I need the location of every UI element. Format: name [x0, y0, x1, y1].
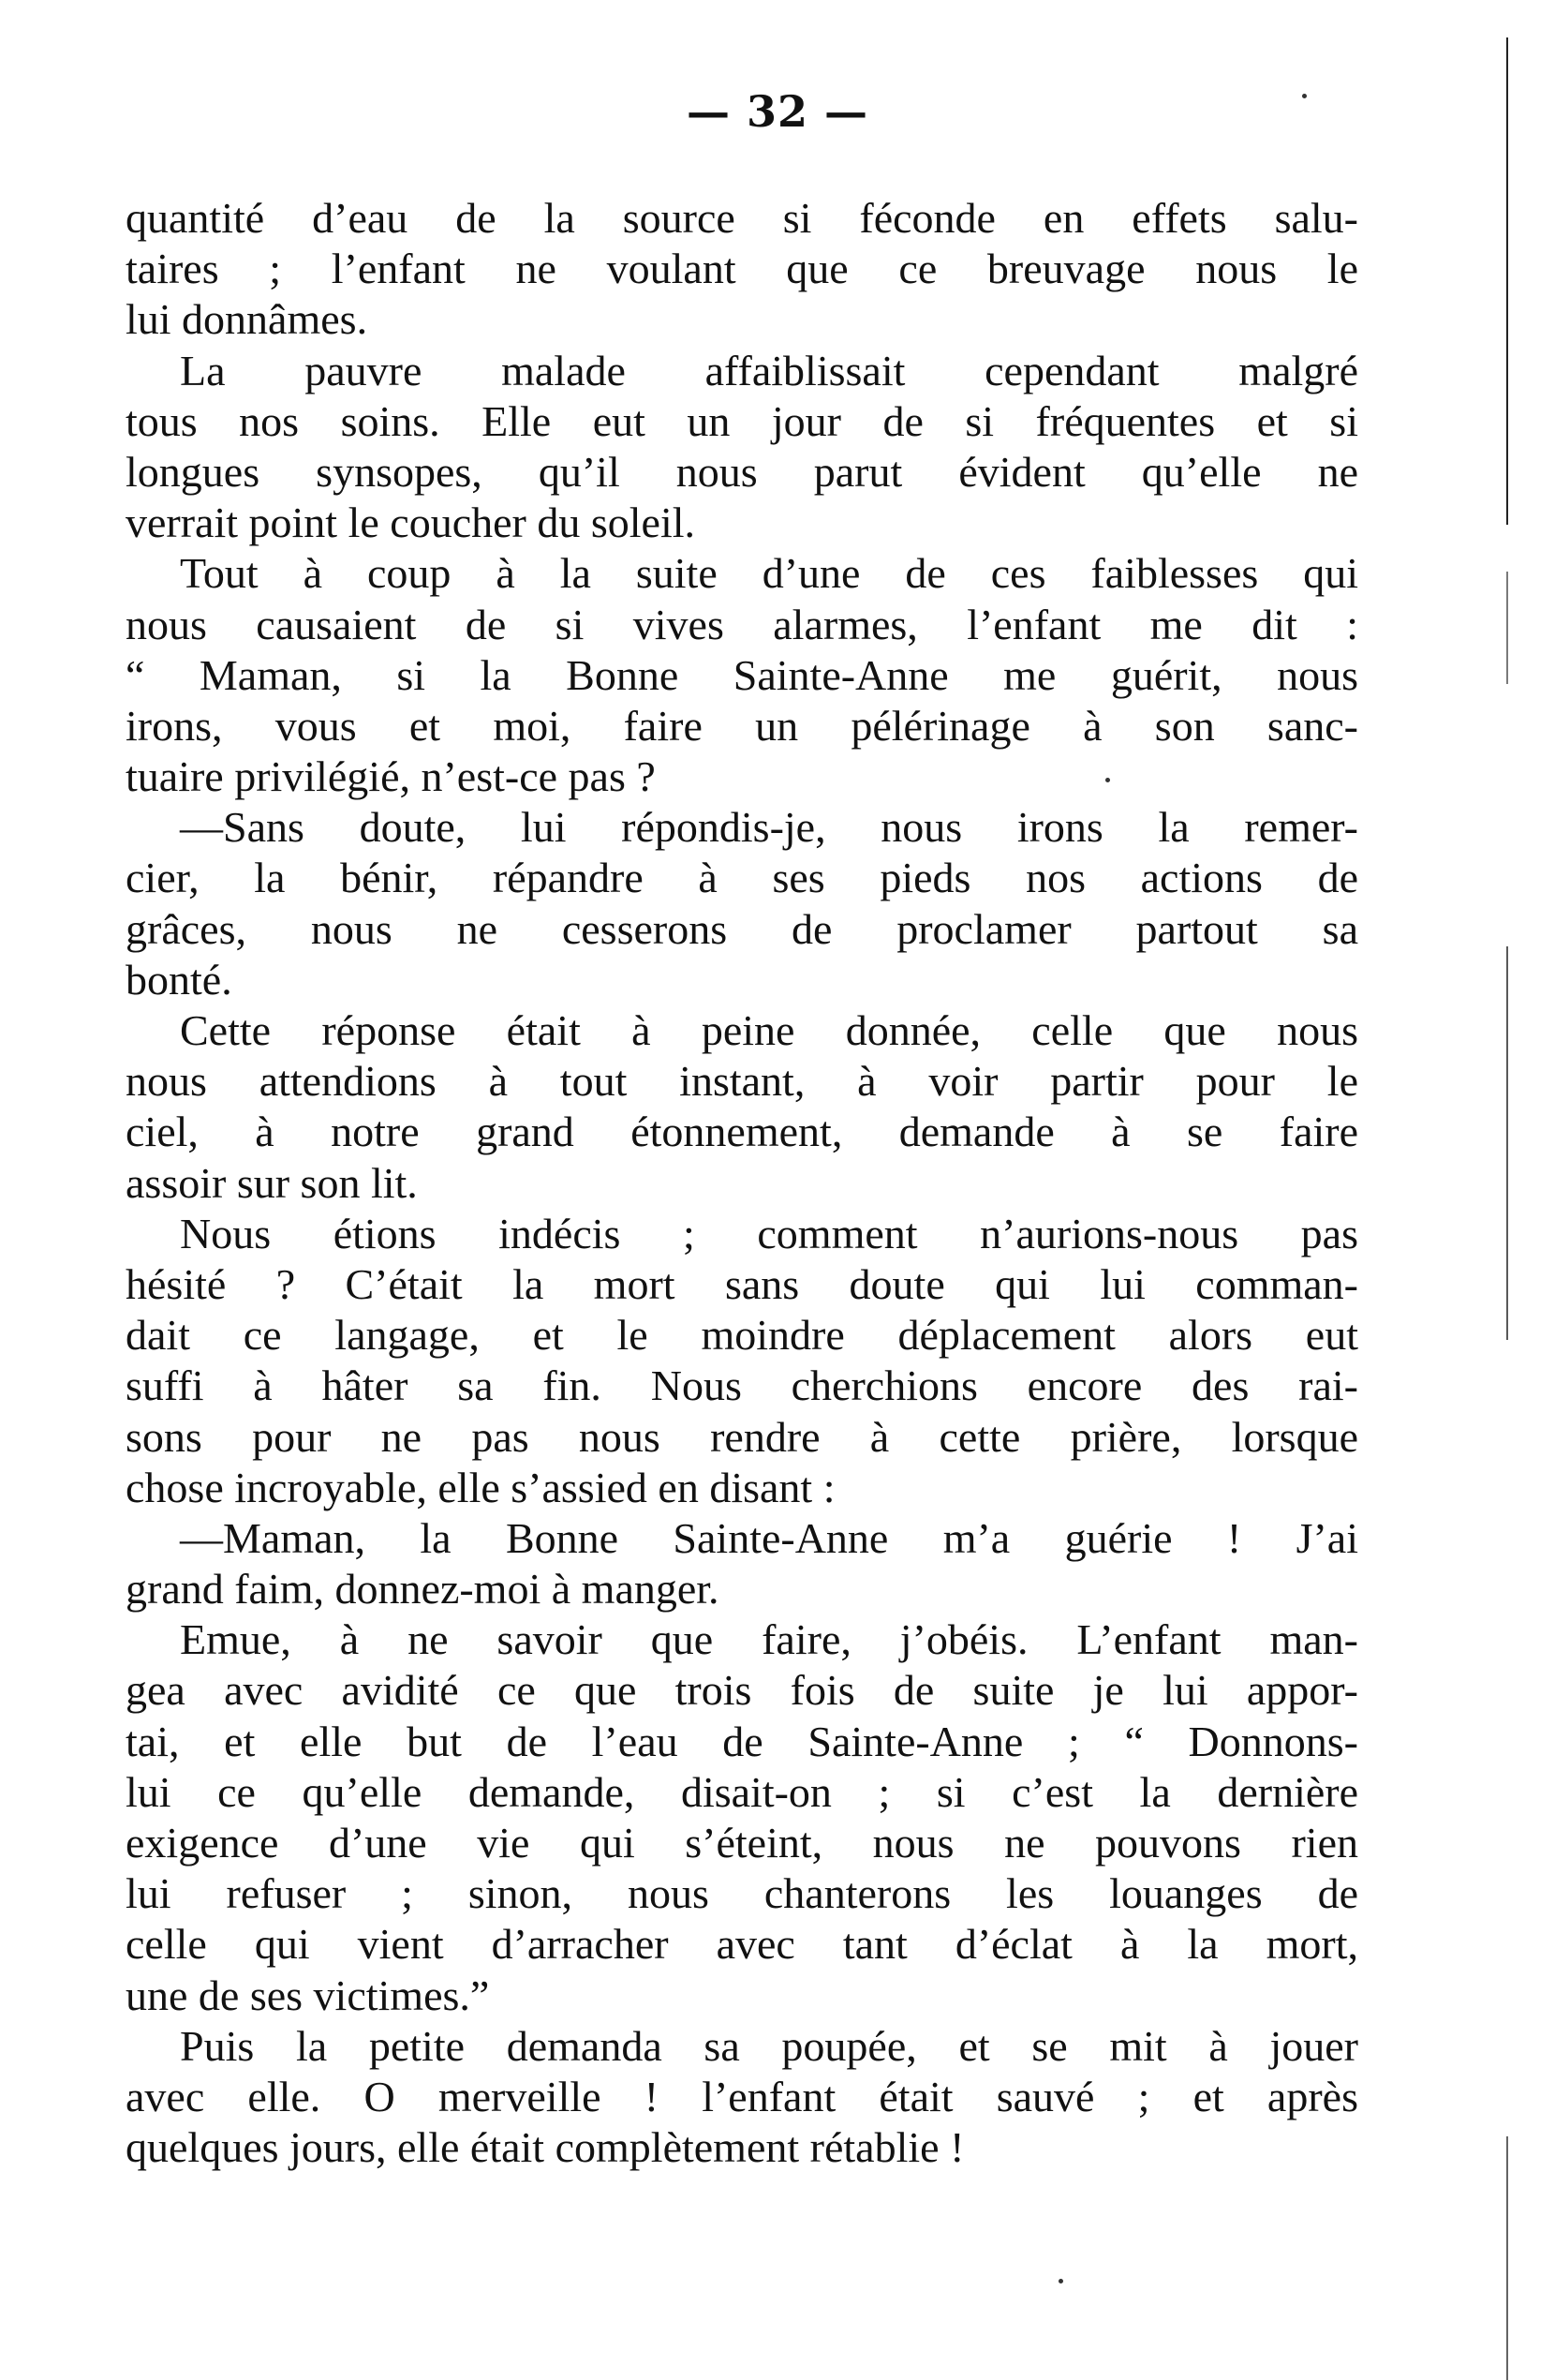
page-edge-mark: [1506, 2136, 1508, 2380]
text-line: suffi à hâter sa fin. Nous cherchions encore des rai-: [126, 1361, 1358, 1410]
body-text: [126, 193, 1358, 2173]
text-line: lui refuser ; sinon, nous chanterons les louanges de: [126, 1869, 1358, 1918]
page-edge-mark: [1506, 572, 1508, 684]
text-line: avec elle. O merveille ! l’enfant était sauvé ; et après: [126, 2072, 1358, 2120]
ink-speck: [1059, 2279, 1063, 2283]
text-line: Puis la petite demanda sa poupée, et se mit à jouer: [180, 2021, 1358, 2070]
text-line: Emue, à ne savoir que faire, j’obéis. L’enfant man-: [180, 1615, 1358, 1664]
text-line: tai, et elle but de l’eau de Sainte-Anne ; “ Donnons-: [126, 1717, 1358, 1765]
text-line: Nous étions indécis ; comment n’aurions-nous pas: [180, 1209, 1358, 1257]
ink-speck: [1302, 94, 1307, 98]
text-line: sons pour ne pas nous rendre à cette prière, lorsque: [126, 1412, 1358, 1461]
text-line: grâces, nous ne cesserons de proclamer partout sa: [126, 904, 1358, 953]
text-line: assoir sur son lit.: [126, 1158, 418, 1207]
text-line: “ Maman, si la Bonne Sainte-Anne me guérit, nous: [126, 650, 1358, 699]
text-line: verrait point le coucher du soleil.: [126, 498, 696, 547]
text-line: hésité ? C’était la mort sans doute qui lui comman-: [126, 1259, 1358, 1308]
text-line: quelques jours, elle était complètement rétablie !: [126, 2123, 965, 2172]
page-edge-mark: [1506, 946, 1508, 1340]
text-line: exigence d’une vie qui s’éteint, nous ne pouvons rien: [126, 1819, 1358, 1867]
text-line: bonté.: [126, 955, 232, 1004]
text-line: ciel, à notre grand étonnement, demande à se faire: [126, 1108, 1358, 1156]
text-line: —Sans doute, lui répondis-je, nous irons la remer-: [180, 803, 1358, 852]
text-line: celle qui vient d’arracher avec tant d’éclat à la mort,: [126, 1920, 1358, 1969]
text-line: cier, la bénir, répandre à ses pieds nos actions de: [126, 854, 1358, 902]
text-line: chose incroyable, elle s’assied en disant :: [126, 1463, 836, 1511]
text-line: tous nos soins. Elle eut un jour de si fréquentes et si: [126, 396, 1358, 445]
text-line: longues synsopes, qu’il nous parut évident qu’elle ne: [126, 447, 1358, 496]
text-line: quantité d’eau de la source si féconde en effets salu-: [126, 194, 1358, 242]
ink-speck: [1105, 778, 1110, 782]
text-line: Tout à coup à la suite d’une de ces faiblesses qui: [180, 549, 1358, 598]
text-line: taires ; l’enfant ne voulant que ce breuvage nous le: [126, 245, 1358, 293]
text-line: lui donnâmes.: [126, 295, 368, 344]
page-number: — 32 —: [686, 86, 869, 137]
text-line: grand faim, donnez-moi à manger.: [126, 1565, 719, 1614]
text-line: nous causaient de si vives alarmes, l’enfant me dit :: [126, 600, 1358, 648]
text-line: irons, vous et moi, faire un pélérinage à son sanc-: [126, 701, 1358, 750]
text-line: une de ses victimes.”: [126, 1971, 490, 2019]
text-line: Cette réponse était à peine donnée, celle que nous: [180, 1006, 1358, 1054]
text-line: gea avec avidité ce que trois fois de suite je lui appor-: [126, 1666, 1358, 1715]
page-edge-mark: [1506, 37, 1508, 525]
text-line: dait ce langage, et le moindre déplacement alors eut: [126, 1311, 1358, 1360]
text-line: nous attendions à tout instant, à voir partir pour le: [126, 1057, 1358, 1106]
text-line: —Maman, la Bonne Sainte-Anne m’a guérie ! J’ai: [180, 1513, 1358, 1562]
text-line: lui ce qu’elle demande, disait-on ; si c’est la dernière: [126, 1767, 1358, 1816]
text-line: tuaire privilégié, n’est-ce pas ?: [126, 752, 656, 801]
text-line: La pauvre malade affaiblissait cependant malgré: [180, 346, 1358, 394]
